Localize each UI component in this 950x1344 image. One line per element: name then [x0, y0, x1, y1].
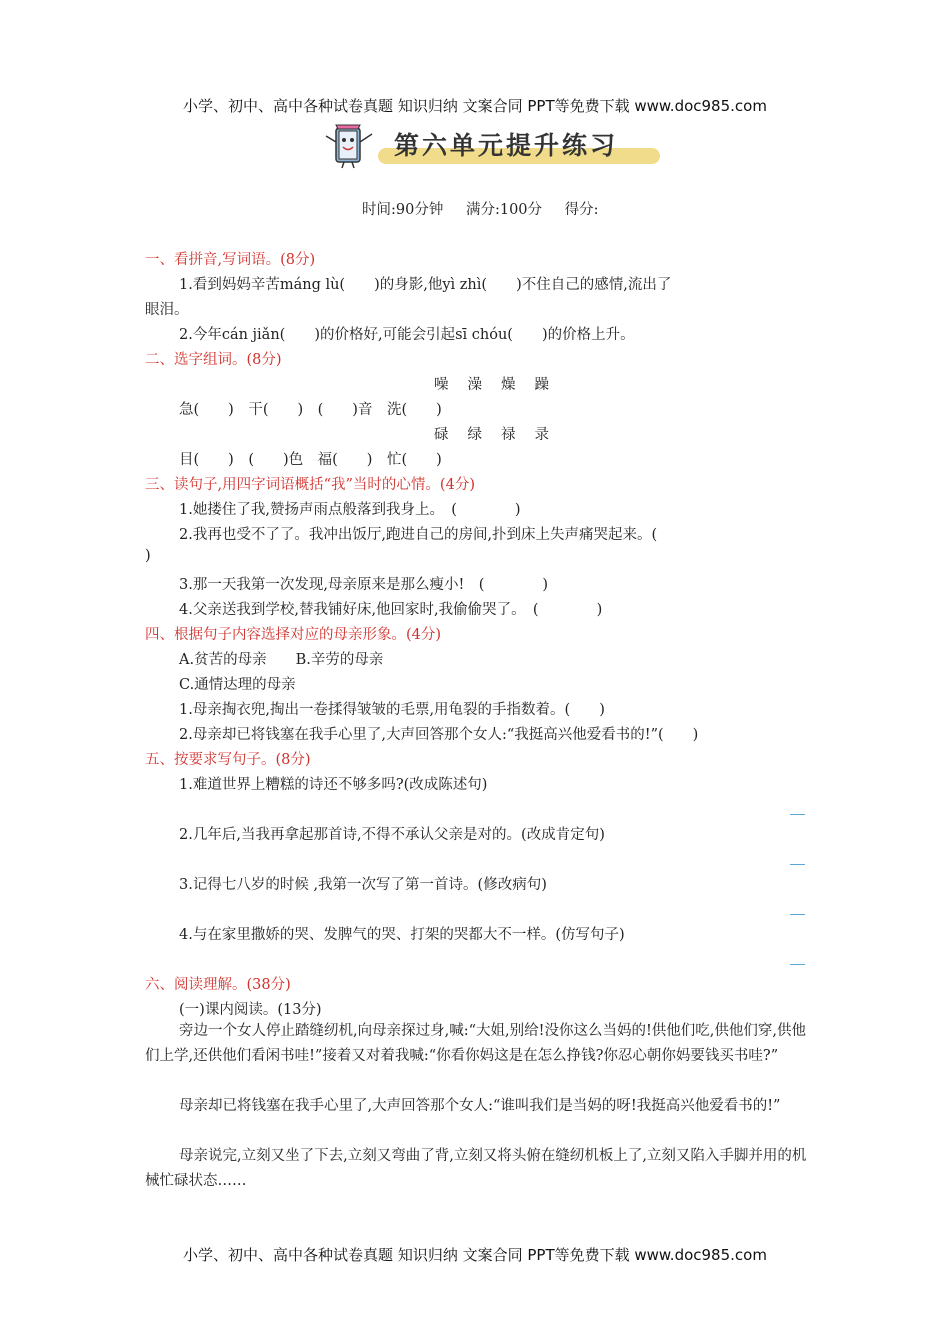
question-text: 2.母亲却已将钱塞在我手心里了,大声回答那个女人:“我挺高兴他爱看书的!”( ): [179, 727, 699, 743]
question-text: 2.几年后,当我再拿起那首诗,不得不承认父亲是对的。(改成肯定句): [179, 827, 605, 843]
book-mascot-icon: [322, 122, 380, 170]
question-text: 1.她搂住了我,赞扬声雨点般落到我身上。 ( ): [179, 502, 521, 518]
question-text: 2.我再也受不了了。我冲出饭厅,跑进自己的房间,扑到床上失声痛哭起来。(: [179, 527, 658, 543]
subsection-heading: (一)课内阅读。(13分): [179, 1002, 322, 1018]
char-option: 录: [534, 427, 550, 443]
char-option: 绿: [467, 427, 483, 443]
answer-line: [790, 914, 805, 915]
section-1-heading: 一、看拼音,写词语。(8分): [145, 252, 316, 268]
section-6-heading: 六、阅读理解。(38分): [145, 977, 291, 993]
header-banner: 小学、初中、高中各种试卷真题 知识归纳 文案合同 PPT等免费下载 www.doc985.com: [183, 97, 767, 115]
char-option: 澡: [467, 377, 483, 393]
page-title: 第六单元提升练习: [394, 131, 619, 160]
char-group-1: [434, 373, 568, 394]
word-blanks-row: 急( ) 干( ) ( )音 洗( ): [179, 402, 442, 418]
question-text: 1.难道世界上糟糕的诗还不够多吗?(改成陈述句): [179, 777, 488, 793]
question-text: 4.父亲送我到学校,替我铺好床,他回家时,我偷偷哭了。 ( ): [179, 602, 603, 618]
char-option: 碌: [434, 427, 450, 443]
question-text: 1.母亲掏衣兜,掏出一卷揉得皱皱的毛票,用龟裂的手指数着。( ): [179, 702, 605, 718]
question-text: ): [145, 548, 151, 564]
reading-paragraph: 旁边一个女人停止踏缝纫机,向母亲探过身,喊:“大姐,别给!没你这么当妈的!供他们吃,供他们穿,供他们上学,还供他们看闲书哇!”接着又对着我喊:“你看你妈这是在怎么挣钱?你忍心朝你妈要钱买书哇?”: [145, 1023, 806, 1064]
reading-paragraph: 母亲说完,立刻又坐了下去,立刻又弯曲了背,立刻又将头俯在缝纫机板上了,立刻又陷入手脚并用的机械忙碌状态……: [145, 1148, 807, 1189]
score-obtained-info: 得分:: [564, 202, 599, 218]
title-area: [322, 122, 667, 170]
section-4-heading: 四、根据句子内容选择对应的母亲形象。(4分): [145, 627, 442, 643]
question-text: 眼泪。: [145, 302, 189, 318]
exam-info: [362, 198, 617, 219]
full-score-info: 满分:100分: [465, 202, 543, 218]
char-option: 燥: [501, 377, 517, 393]
char-option: 躁: [534, 377, 550, 393]
footer-banner: 小学、初中、高中各种试卷真题 知识归纳 文案合同 PPT等免费下载 www.doc985.com: [183, 1246, 767, 1264]
question-text: 2.今年cán jiǎn( )的价格好,可能会引起sī chóu( )的价格上升。: [179, 327, 635, 343]
option-text: A.贫苦的母亲 B.辛劳的母亲: [179, 652, 384, 668]
question-text: 3.记得七八岁的时候 ,我第一次写了第一首诗。(修改病句): [179, 877, 547, 893]
char-group-2: [434, 423, 568, 444]
section-2-heading: 二、选字组词。(8分): [145, 352, 282, 368]
word-blanks-row: 目( ) ( )色 福( ) 忙( ): [179, 452, 442, 468]
question-text: 1.看到妈妈辛苦máng lù( )的身影,他yì zhì( )不住自己的感情,流出了: [179, 277, 672, 293]
answer-line: [790, 814, 805, 815]
option-text: C.通情达理的母亲: [179, 677, 296, 693]
question-text: 3.那一天我第一次发现,母亲原来是那么瘦小! ( ): [179, 577, 549, 593]
time-info: 时间:90分钟: [362, 202, 444, 218]
question-text: 4.与在家里撒娇的哭、发脾气的哭、打架的哭都大不一样。(仿写句子): [179, 927, 625, 943]
char-option: 禄: [501, 427, 517, 443]
answer-line: [790, 964, 805, 965]
reading-paragraph: 母亲却已将钱塞在我手心里了,大声回答那个女人:“谁叫我们是当妈的呀!我挺高兴他爱看书的!”: [179, 1098, 781, 1114]
char-option: 噪: [434, 377, 450, 393]
section-3-heading: 三、读句子,用四字词语概括“我”当时的心情。(4分): [145, 477, 475, 493]
section-5-heading: 五、按要求写句子。(8分): [145, 752, 311, 768]
answer-line: [790, 864, 805, 865]
